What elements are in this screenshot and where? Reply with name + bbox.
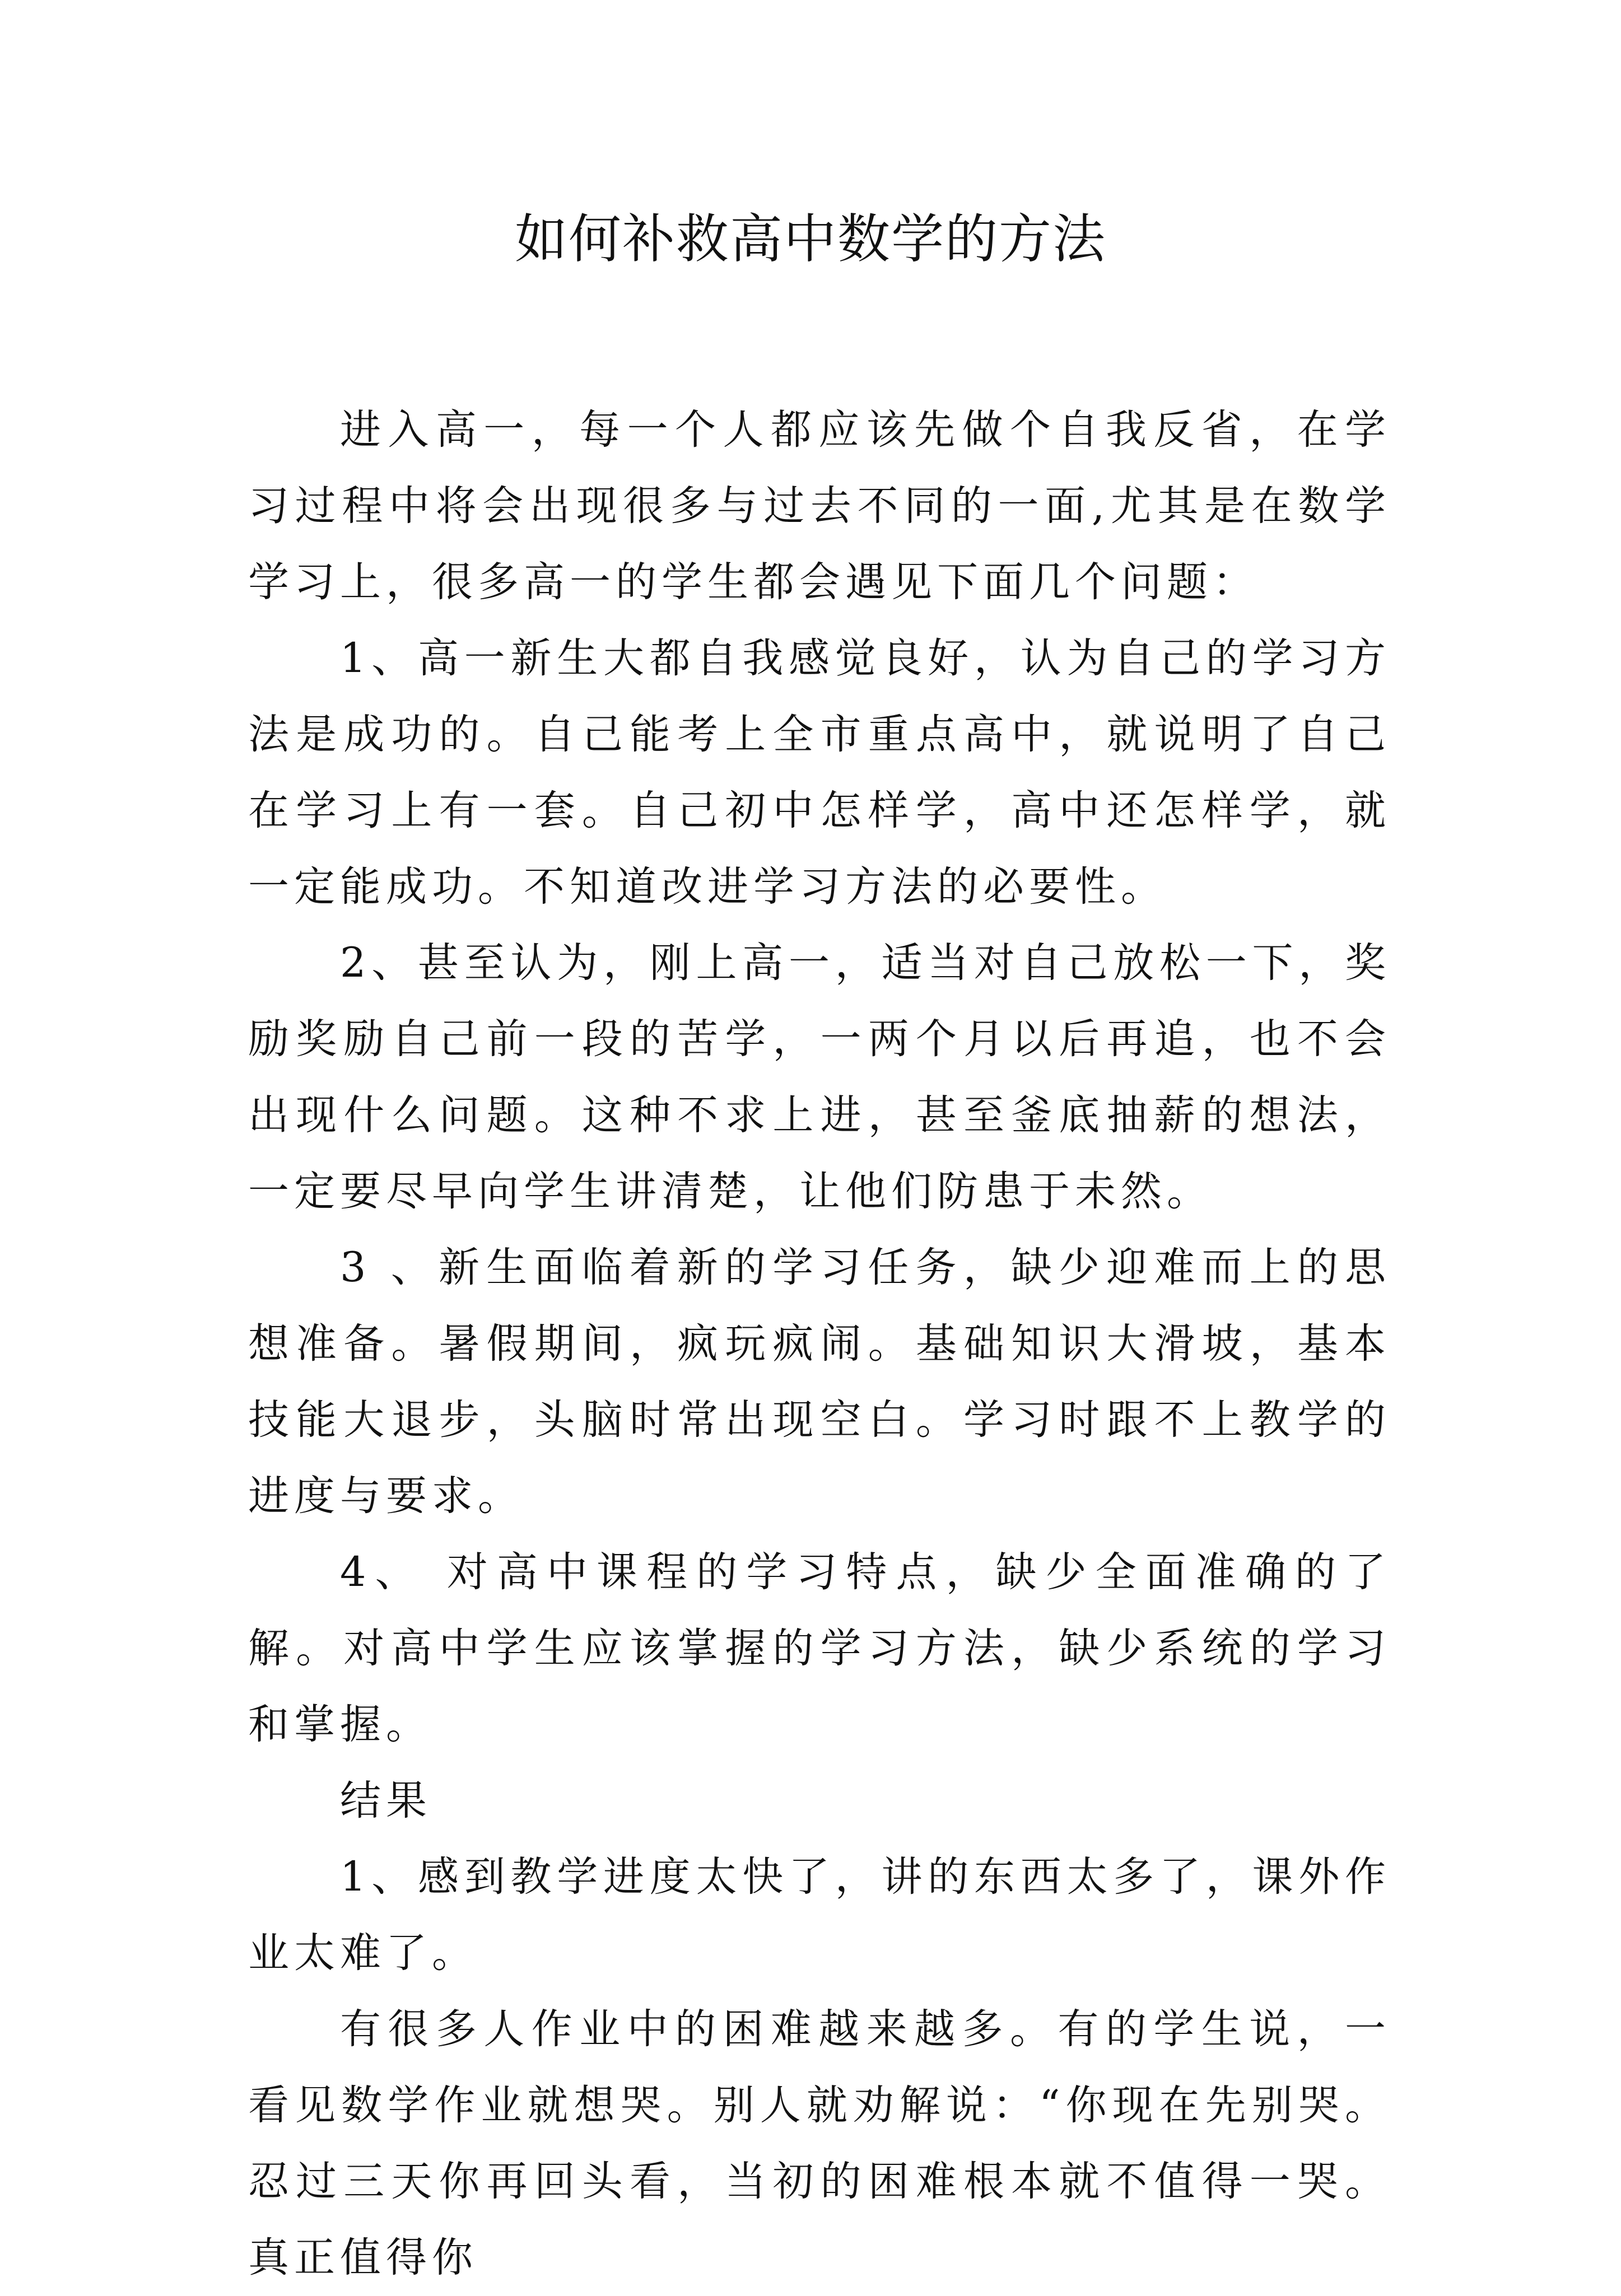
- document-title: 如何补救高中数学的方法: [514, 209, 1106, 270]
- paragraph-point-2: 2、甚至认为，刚上高一，适当对自己放松一下，奖励奖励自己前一段的苦学，一两个月以后再追，也不会出现什么问题。这种不求上进，甚至釜底抽薪的想法，一定要尽早向学生讲清楚，让他们防患于未然。: [248, 939, 1391, 1215]
- paragraph-point-1: 1、高一新生大都自我感觉良好，认为自己的学习方法是成功的。自己能考上全市重点高中，就说明了自己在学习上有一套。自己初中怎样学，高中还怎样学，就一定能成功。不知道改进学习方法的必要性。: [248, 634, 1391, 911]
- paragraph-homework: 有很多人作业中的困难越来越多。有的学生说，一看见数学作业就想哭。别人就劝解说：“你现在先别哭。忍过三天你再回头看，当初的困难根本就不值得一哭。真正值得你: [248, 2005, 1391, 2281]
- paragraph-point-3: 3 、新生面临着新的学习任务，缺少迎难而上的思想准备。暑假期间，疯玩疯闹。基础知识大滑坡，基本技能大退步，头脑时常出现空白。学习时跟不上教学的进度与要求。: [248, 1244, 1391, 1520]
- section-heading-result: 结果: [340, 1777, 432, 1824]
- paragraph-result-1: 1、感到教学进度太快了，讲的东西太多了，课外作业太难了。: [248, 1853, 1391, 1977]
- paragraph-intro: 进入高一，每一个人都应该先做个自我反省，在学习过程中将会出现很多与过去不同的一面,尤其是在数学学习上，很多高一的学生都会遇见下面几个问题：: [248, 406, 1391, 606]
- paragraph-point-4: 4、 对高中课程的学习特点，缺少全面准确的了解。对高中学生应该掌握的学习方法，缺少系统的学习和掌握。: [248, 1548, 1391, 1748]
- document-body: [248, 392, 1391, 2296]
